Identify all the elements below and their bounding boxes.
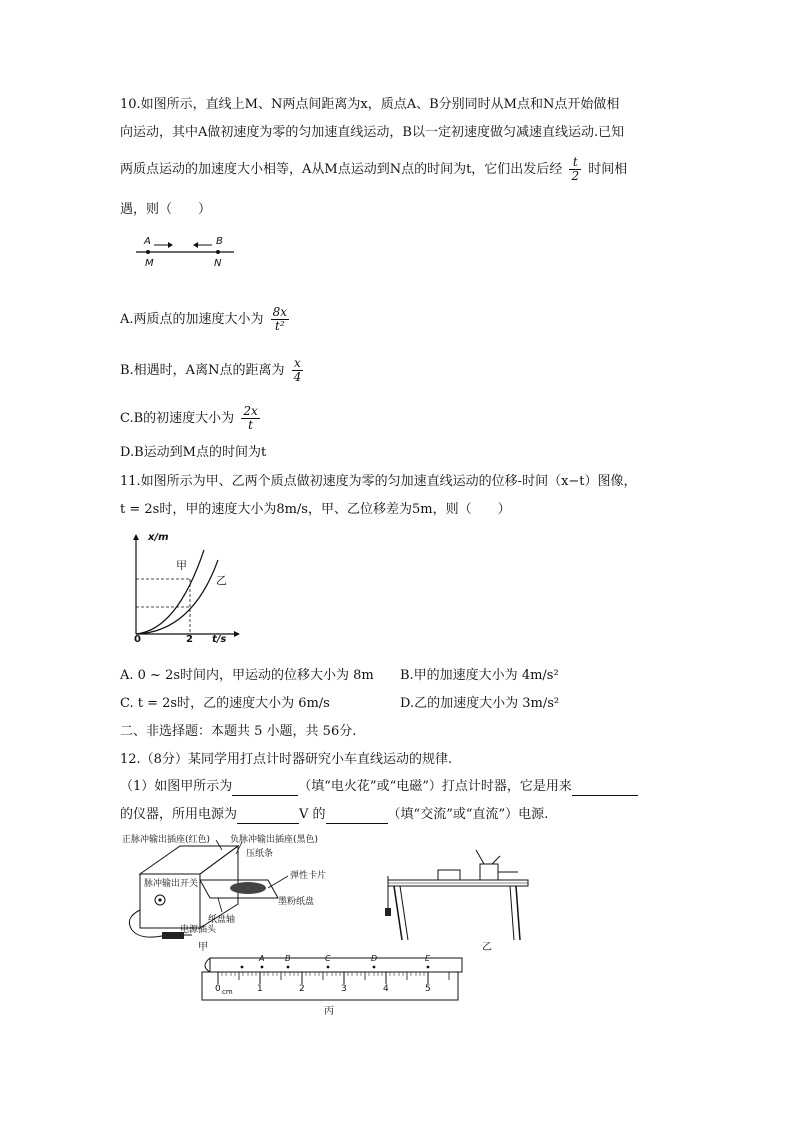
tape-point-a: A xyxy=(259,954,265,963)
q11-graph-svg xyxy=(122,530,242,648)
blank-timer-type[interactable] xyxy=(232,781,298,796)
q10-option-c: C.B的初速度大小为 $\frac{2x}{t}$ xyxy=(120,404,258,432)
timer-svg xyxy=(118,832,368,952)
label-press-strip: 压纸条 xyxy=(246,849,274,859)
ruler-label-4: 4 xyxy=(383,984,389,994)
blank-voltage[interactable] xyxy=(237,809,299,824)
label-m: M xyxy=(145,258,154,269)
caption-yi: 乙 xyxy=(482,942,492,953)
tape-point-d: D xyxy=(371,954,378,963)
tape-point-e: E xyxy=(425,954,431,963)
q11-xt-graph xyxy=(122,530,242,648)
label-n: N xyxy=(214,258,222,269)
label-neg-socket: 负脉冲输出插座(黑色) xyxy=(230,835,319,845)
graph-origin: 0 xyxy=(134,634,141,645)
figure-bing-ruler xyxy=(196,954,466,1016)
q10-option-a: A.两质点的加速度大小为 $\frac{8x}{\text{t²}}$ xyxy=(120,305,288,333)
q10-line1: 10.如图所示，直线上M、N两点间距离为x，质点A、B分别同时从M点和N点开始做相 xyxy=(120,97,620,112)
graph-label-yi: 乙 xyxy=(216,574,227,587)
label-pos-socket: 正脉冲输出插座(红色) xyxy=(122,835,211,845)
caption-bing: 丙 xyxy=(324,1006,334,1017)
tape-point-c: C xyxy=(325,954,331,963)
graph-tick-2: 2 xyxy=(186,634,193,645)
q10-half-t-fraction: $\frac{t}{2}$ xyxy=(571,155,580,183)
q10-line3-end: 时间相 xyxy=(588,162,628,177)
q10-line3-text: 两质点运动的加速度大小相等，A从M点运动到N点的时间为t，它们出发后经 xyxy=(120,162,563,177)
label-ink-disc: 墨粉纸盘 xyxy=(278,897,315,907)
track-svg xyxy=(380,842,540,952)
label-spring-card: 弹性卡片 xyxy=(290,871,327,881)
ruler-label-0: 0 xyxy=(215,984,221,994)
q12-sub1-line1: （1）如图甲所示为 （填“电火花”或“电磁”）打点计时器，它是用来 xyxy=(120,778,638,796)
q10-option-b: B.相遇时，A离N点的距离为 $\frac{x}{4}$ xyxy=(120,356,302,384)
label-disc-axis: 纸盘轴 xyxy=(208,915,236,925)
ruler-label-1: 1 xyxy=(257,984,263,994)
q10-option-d: D.B运动到M点的时间为t xyxy=(120,445,267,460)
label-switch: 脉冲输出开关 xyxy=(144,879,199,889)
label-plug: 电源插头 xyxy=(180,925,217,935)
ruler-ticks xyxy=(218,972,449,984)
q10-opt-a-fraction: $\frac{8x}{\text{t²}}$ xyxy=(272,305,288,333)
figure-yi-track xyxy=(380,842,540,952)
ruler-label-2: 2 xyxy=(299,984,305,994)
q10-line4: 遇，则（ ） xyxy=(120,202,212,217)
q11-option-d: D.乙的加速度大小为 3m/s² xyxy=(400,696,560,711)
ruler-label-3: 3 xyxy=(341,984,347,994)
q11-option-b: B.甲的加速度大小为 4m/s² xyxy=(400,668,559,683)
graph-y-label: x/m xyxy=(148,532,169,543)
tape-dots xyxy=(241,966,430,969)
q11-line2: t = 2s时，甲的速度大小为8m/s，甲、乙位移差为5m，则（ ） xyxy=(120,502,511,517)
q11-option-a: A. 0 ~ 2s时间内，甲运动的位移大小为 8m xyxy=(120,668,374,683)
q12-sub1-line2: 的仪器，所用电源为 V 的 （填“交流”或“直流”）电源. xyxy=(120,807,549,822)
q10-line3 xyxy=(120,156,627,183)
graph-x-label: t/s xyxy=(212,634,227,645)
curve-jia xyxy=(136,550,204,634)
q11-option-c: C. t = 2s时，乙的速度大小为 6m/s xyxy=(120,696,330,711)
q10-line2: 向运动，其中A做初速度为零的匀加速直线运动，B以一定初速度做匀减速直线运动.已知 xyxy=(120,125,625,140)
caption-jia: 甲 xyxy=(198,942,208,953)
q10-opt-c-fraction: $\frac{2x}{t}$ xyxy=(243,404,258,432)
blank-current-type[interactable] xyxy=(326,809,388,824)
label-a: A xyxy=(144,236,151,247)
q11-line1: 11.如图所示为甲、乙两个质点做初速度为零的匀加速直线运动的位移-时间（x−t）图像， xyxy=(120,474,637,489)
figure-jia-timer xyxy=(118,832,368,952)
tape-point-b: B xyxy=(285,954,291,963)
blank-purpose[interactable] xyxy=(572,781,638,796)
q10-line-figure xyxy=(130,236,240,272)
ruler-label-5: 5 xyxy=(425,984,431,994)
ruler-unit: cm xyxy=(222,988,233,996)
q10-opt-b-fraction: $\frac{x}{4}$ xyxy=(293,356,302,384)
label-b: B xyxy=(216,236,223,247)
section-2-heading: 二、非选择题：本题共 5 小题，共 56分. xyxy=(120,724,357,739)
q12-title: 12.（8分）某同学用打点计时器研究小车直线运动的规律. xyxy=(120,752,453,767)
graph-label-jia: 甲 xyxy=(176,559,187,572)
